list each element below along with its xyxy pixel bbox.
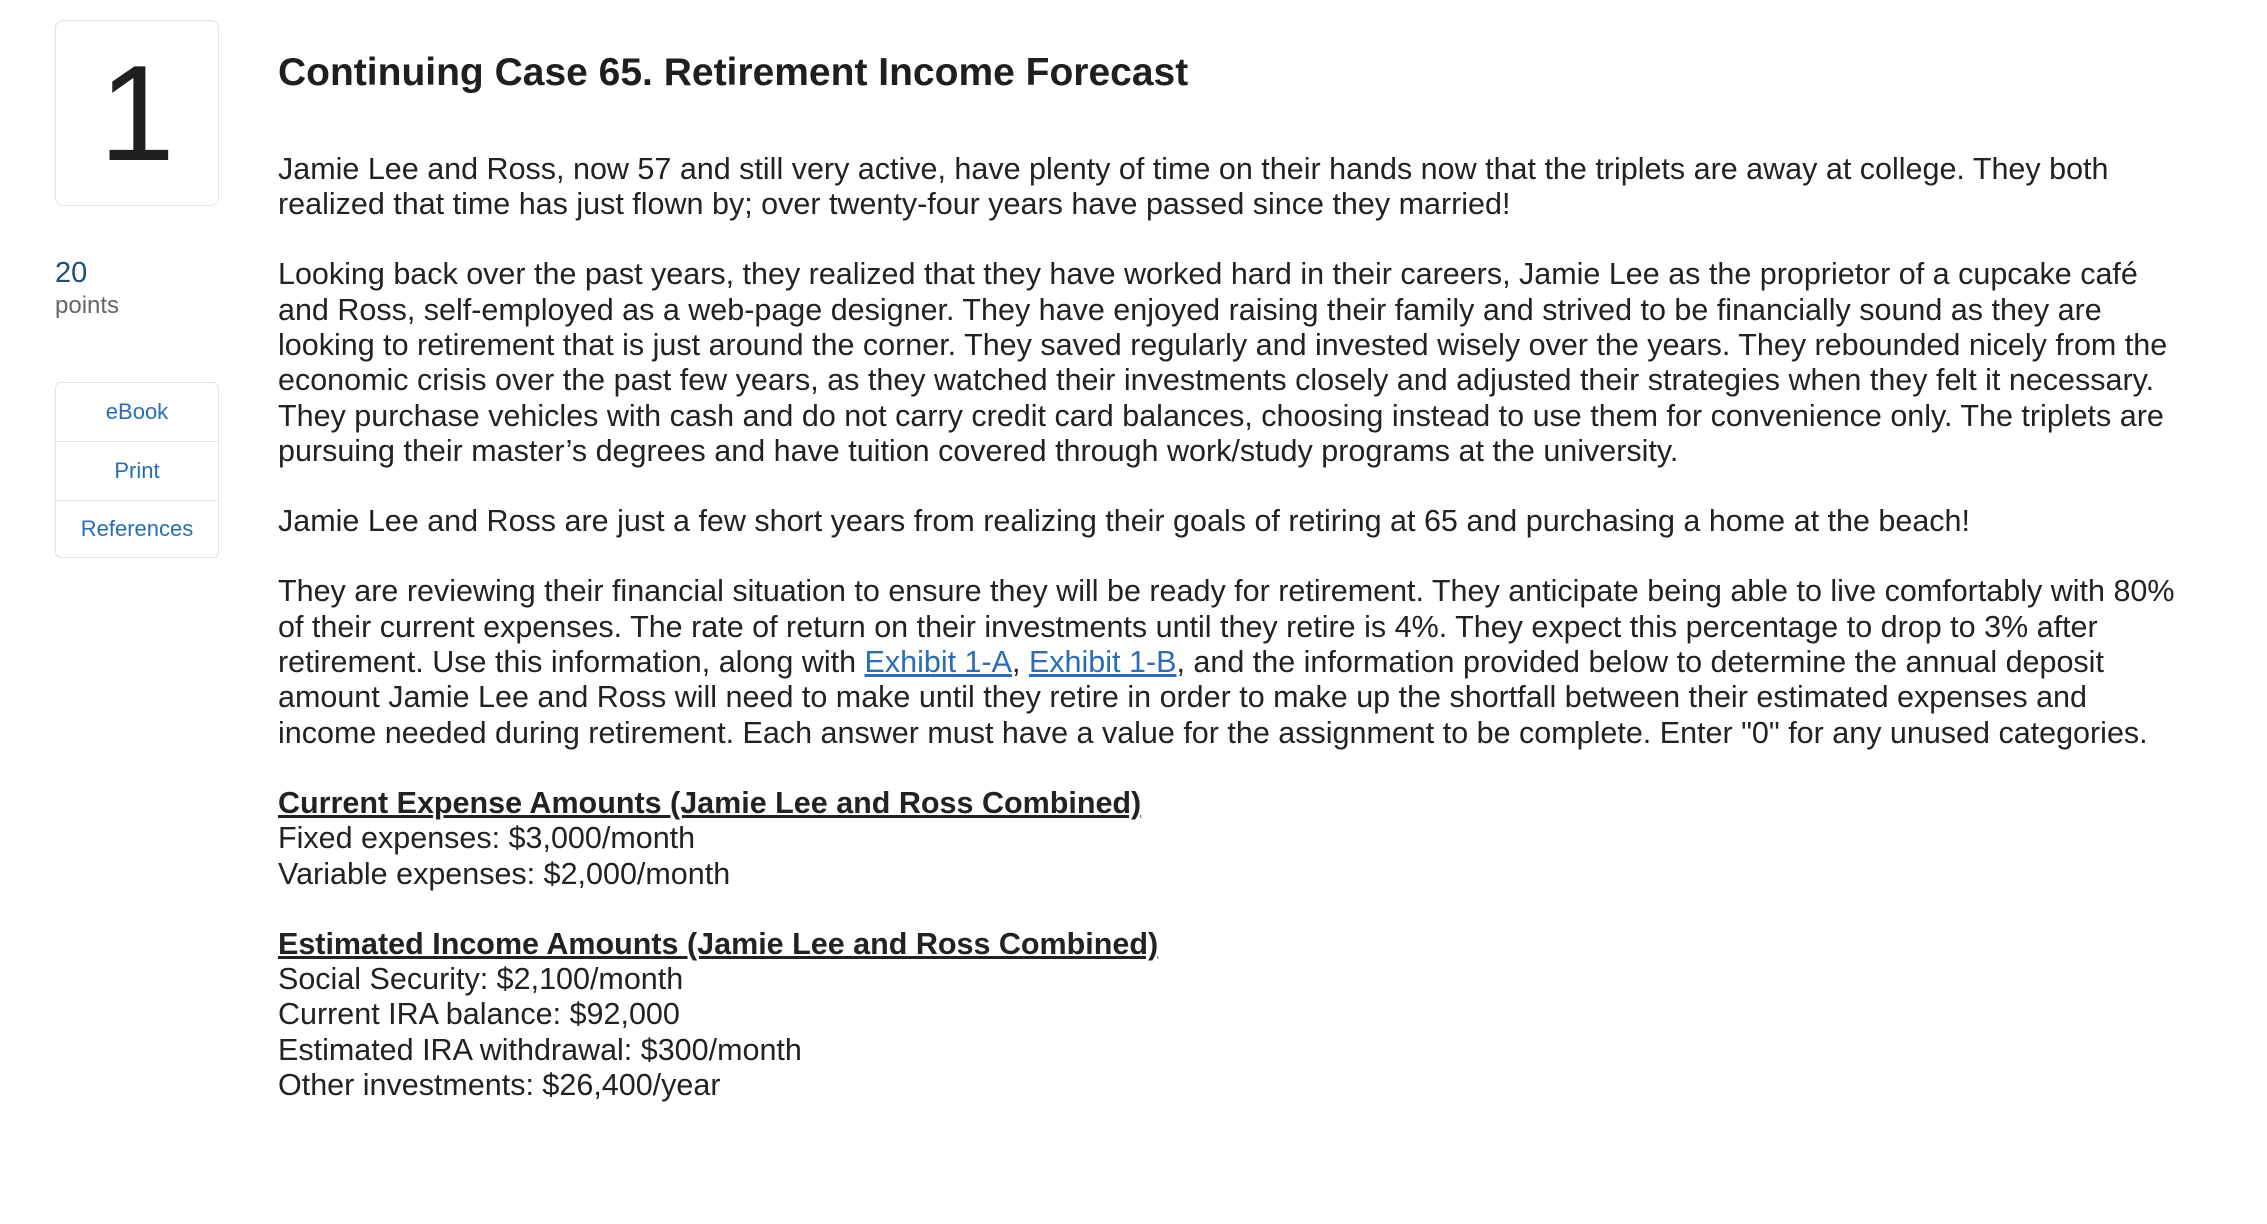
exhibit-1a-link[interactable]: Exhibit 1-A [864, 645, 1013, 680]
paragraph-instructions [278, 574, 2178, 750]
income-line: Current IRA balance: $92,000 [278, 997, 680, 1032]
paragraph-goals: Jamie Lee and Ross are just a few short years from realizing their goals of retiring at 65 and purchasing a home at the beach! [278, 504, 1970, 539]
instructions-text-start: They are reviewing their financial situation to ensure they will be ready for retirement. They anticipate being able to live comfortably with 80% of their current expenses. The rate of return on their investments until they retire is 4%. They expect this percentage to drop to 3% after retirement. Use this information, along with [278, 574, 2175, 680]
question-sidebar [55, 20, 221, 558]
expense-line: Variable expenses: $2,000/month [278, 856, 731, 891]
question-number-box [55, 20, 219, 206]
page-title: Continuing Case 65. Retirement Income Forecast [278, 51, 1189, 94]
expenses-section [278, 786, 2178, 892]
question-content [278, 50, 2178, 1138]
paragraph-background: Looking back over the past years, they realized that they have worked hard in their careers, Jamie Lee as the proprietor of a cupcake café and Ross, self-employed as a web-page designer. They have enjoyed raising their family and strived to be financially sound as they are looking to retirement that is just around the corner. They saved regularly and invested wisely over the years. They rebounded nicely from the economic crisis over the past few years, as they watched their investments closely and adjusted their strategies when they felt it necessary. They purchase vehicles with cash and do not carry credit card balances, choosing instead to use them for convenience only. The triplets are pursuing their master’s degrees and have tuition covered through work/study programs at the university. [278, 257, 2168, 468]
income-heading: Estimated Income Amounts (Jamie Lee and Ross Combined) [278, 926, 1159, 961]
print-button[interactable]: Print [56, 442, 218, 501]
points-value: 20 [55, 257, 88, 289]
income-section [278, 927, 2178, 1103]
ebook-button[interactable]: eBook [56, 383, 218, 442]
exhibit-1b-link[interactable]: Exhibit 1-B [1028, 645, 1177, 680]
question-number: 1 [99, 37, 175, 189]
expense-line: Fixed expenses: $3,000/month [278, 821, 696, 856]
income-line: Estimated IRA withdrawal: $300/month [278, 1032, 802, 1067]
expenses-heading: Current Expense Amounts (Jamie Lee and Ross Combined) [278, 785, 1142, 820]
tools-panel [55, 382, 219, 558]
income-line: Social Security: $2,100/month [278, 962, 684, 997]
income-line: Other investments: $26,400/year [278, 1068, 721, 1103]
instructions-text-end: , and the information provided below to determine the annual deposit amount Jamie Lee and Ross will need to make until they retire in order to make up the shortfall between their estimated expenses and income needed during retirement. Each answer must have a value for the assignment to be complete. Enter "0" for any unused categories. [278, 645, 2148, 750]
points-info [55, 258, 221, 321]
instructions-separator: , [1012, 645, 1029, 680]
points-label: points [55, 291, 120, 319]
paragraph-intro: Jamie Lee and Ross, now 57 and still very active, have plenty of time on their hands now that the triplets are away at college. They both realized that time has just flown by; over twenty-four years have passed since they married! [278, 151, 2109, 222]
references-button[interactable]: References [80, 516, 194, 542]
